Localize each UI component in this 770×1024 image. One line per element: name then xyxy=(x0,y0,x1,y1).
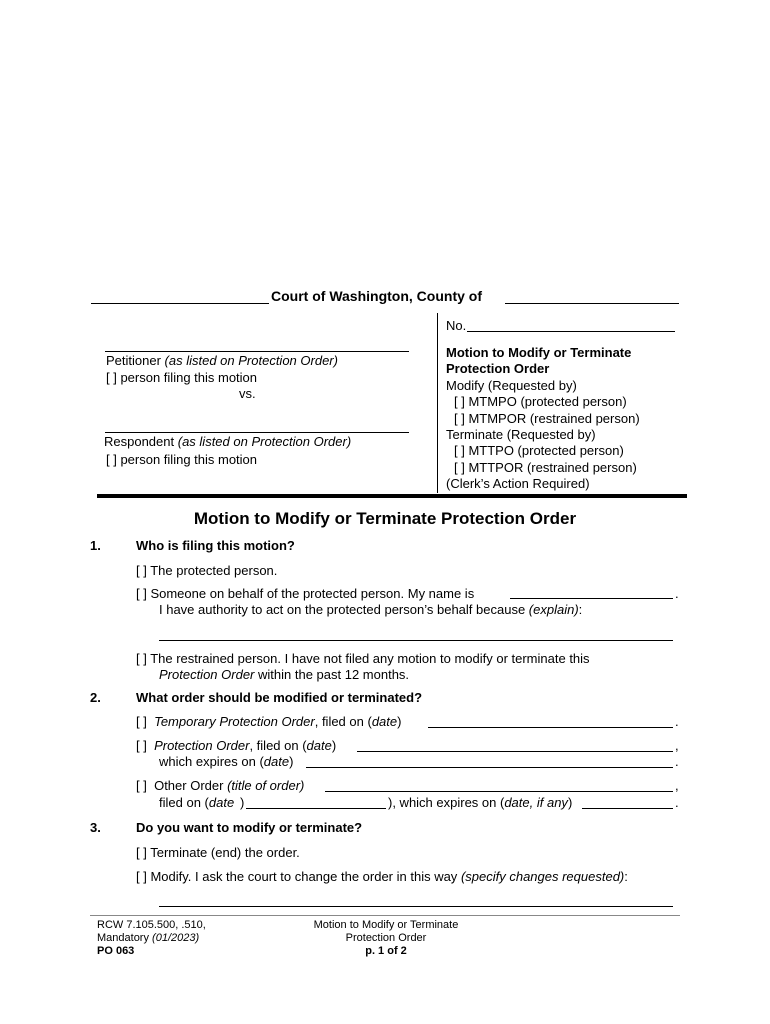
footer-rcw: RCW 7.105.500, .510, xyxy=(97,919,206,931)
footer-center xyxy=(286,919,486,958)
caption-divider xyxy=(437,313,438,493)
s2-opt3-label: Other Order xyxy=(154,778,224,793)
s2-other-comma: , xyxy=(675,778,679,793)
footer-mandatory: Mandatory xyxy=(97,932,149,944)
modify-option-mtmpo[interactable]: [ ] MTMPO (protected person) xyxy=(454,394,627,409)
section-2-number: 2. xyxy=(90,690,101,705)
s2-opt1-close: ) xyxy=(397,714,402,729)
s2-prot-expires-close: ) xyxy=(289,754,294,769)
modify-label: Modify (Requested by) xyxy=(446,378,577,393)
s2-other-filed-date: date xyxy=(208,795,235,810)
s2-opt2-rest: , filed on ( xyxy=(249,738,307,753)
s3-option-modify-row[interactable]: [ ] Modify. I ask the court to change the order in this way (specify changes requested): xyxy=(136,869,628,884)
s2-temp-period: . xyxy=(675,714,679,729)
s2-opt3-note: (title of order) xyxy=(227,778,305,793)
s2-prot-date-blank[interactable] xyxy=(357,751,673,752)
petitioner-label: Petitioner xyxy=(106,353,161,368)
s2-opt2-italic: Protection Order xyxy=(154,738,250,753)
s1-authority-text: I have authority to act on the protected person’s behalf because xyxy=(159,602,526,617)
footer-rule xyxy=(90,915,680,916)
document-title: Motion to Modify or Terminate Protection Order xyxy=(193,509,577,528)
s2-opt1-date: date xyxy=(371,714,398,729)
s2-other-filed-text xyxy=(159,795,234,811)
s2-prot-comma: , xyxy=(675,738,679,753)
s1-option-protected[interactable]: [ ] The protected person. xyxy=(136,563,278,578)
s1-explain-line[interactable] xyxy=(159,640,673,641)
s3-modify-note: (specify changes requested) xyxy=(460,869,625,884)
s2-opt2-box[interactable]: [ ] xyxy=(136,738,147,753)
footer-left xyxy=(97,919,206,958)
section-3-heading: Do you want to modify or terminate? xyxy=(136,820,363,835)
petitioner-name-line[interactable] xyxy=(105,351,409,352)
s2-option-other[interactable] xyxy=(136,778,304,794)
case-number-blank[interactable] xyxy=(467,331,675,332)
s2-other-title-blank[interactable] xyxy=(325,791,673,792)
s2-other-expires-label: ), which expires on ( xyxy=(388,795,505,810)
s2-other-expires-text xyxy=(388,795,572,811)
versus-text: vs. xyxy=(239,386,256,401)
respondent-note: (as listed on Protection Order) xyxy=(177,434,352,449)
footer-mandatory-row xyxy=(97,932,206,945)
clerk-note: (Clerk’s Action Required) xyxy=(446,476,590,491)
case-number-row xyxy=(446,318,466,334)
terminate-option-mttpor[interactable]: [ ] MTTPOR (restrained person) xyxy=(454,460,637,475)
s2-other-filed-label: filed on ( xyxy=(159,795,209,810)
modify-option-mtmpor[interactable]: [ ] MTMPOR (restrained person) xyxy=(454,411,640,426)
s2-other-filed-paren: ) xyxy=(240,795,245,810)
s3-option-terminate[interactable]: [ ] Terminate (end) the order. xyxy=(136,845,300,860)
s3-changes-line[interactable] xyxy=(159,906,673,907)
s2-prot-expires-date: date xyxy=(263,754,290,769)
s2-opt2-close: ) xyxy=(331,738,337,753)
s2-opt1-italic: Temporary Protection Order xyxy=(154,714,315,729)
s1-period: . xyxy=(675,586,679,601)
county-blank-left[interactable] xyxy=(91,303,269,304)
section-3-number: 3. xyxy=(90,820,101,835)
terminate-option-mttpo[interactable]: [ ] MTTPO (protected person) xyxy=(454,443,624,458)
case-number-label: No. xyxy=(446,318,467,333)
s2-prot-expires-text: which expires on ( xyxy=(159,754,264,769)
s2-other-expires-blank[interactable] xyxy=(582,808,673,809)
s2-opt1-rest: , filed on ( xyxy=(314,714,372,729)
s1-restrained-rest: within the past 12 months. xyxy=(258,667,410,682)
respondent-checkbox[interactable]: [ ] person filing this motion xyxy=(106,452,258,467)
s2-temp-date-blank[interactable] xyxy=(428,727,673,728)
footer-page: p. 1 of 2 xyxy=(365,945,407,957)
s2-other-expires-date: date, if any xyxy=(504,795,568,810)
court-title: Court of Washington, County of xyxy=(271,288,482,304)
respondent-label: Respondent xyxy=(104,434,175,449)
respondent-label-row xyxy=(104,434,351,450)
box-title-line2: Protection Order xyxy=(446,361,550,376)
s1-protection-order-italic: Protection Order xyxy=(159,667,255,682)
s1-option-restrained[interactable]: [ ] The restrained person. I have not filed any motion to modify or terminate this xyxy=(136,651,590,666)
s1-name-blank[interactable] xyxy=(510,598,673,599)
s2-prot-expires-period: . xyxy=(675,754,679,769)
thick-divider xyxy=(97,494,687,498)
county-blank-right[interactable] xyxy=(505,303,679,304)
footer-center-line2: Protection Order xyxy=(345,932,427,944)
petitioner-checkbox[interactable]: [ ] person filing this motion xyxy=(106,370,258,385)
footer-center-line1: Motion to Modify or Terminate xyxy=(313,919,459,931)
s1-restrained-row2 xyxy=(159,667,409,683)
section-1-number: 1. xyxy=(90,538,101,553)
s1-authority-row: I have authority to act on the protected person’s behalf because (explain): xyxy=(159,602,583,617)
s2-option-temporary[interactable] xyxy=(136,714,401,730)
section-1-heading: Who is filing this motion? xyxy=(136,538,295,553)
footer-form-code: PO 063 xyxy=(97,945,135,957)
petitioner-note: (as listed on Protection Order) xyxy=(164,353,338,368)
section-2-heading: What order should be modified or terminated? xyxy=(136,690,423,705)
s2-option-protection[interactable] xyxy=(136,738,336,754)
s2-opt3-box[interactable]: [ ] xyxy=(136,778,147,793)
s3-option-modify[interactable]: [ ] Modify. I ask the court to change the order in this way xyxy=(136,869,458,884)
s2-opt1-box[interactable]: [ ] xyxy=(136,714,147,729)
s2-prot-expires-blank[interactable] xyxy=(306,767,673,768)
respondent-name-line[interactable] xyxy=(105,432,409,433)
s2-other-filed-blank[interactable] xyxy=(246,808,386,809)
s1-option-behalf[interactable]: [ ] Someone on behalf of the protected person. My name is xyxy=(136,586,475,601)
s2-prot-expires-row xyxy=(159,754,293,770)
s2-opt2-date: date xyxy=(306,738,332,753)
s1-authority-note: (explain) xyxy=(528,602,579,617)
terminate-label: Terminate (Requested by) xyxy=(446,427,596,442)
s2-other-period: . xyxy=(675,795,679,810)
s2-other-expires-close: ) xyxy=(567,795,573,810)
petitioner-label-row xyxy=(106,353,338,369)
box-title-line1: Motion to Modify or Terminate xyxy=(446,345,632,360)
footer-mandatory-date: (01/2023) xyxy=(152,932,200,944)
